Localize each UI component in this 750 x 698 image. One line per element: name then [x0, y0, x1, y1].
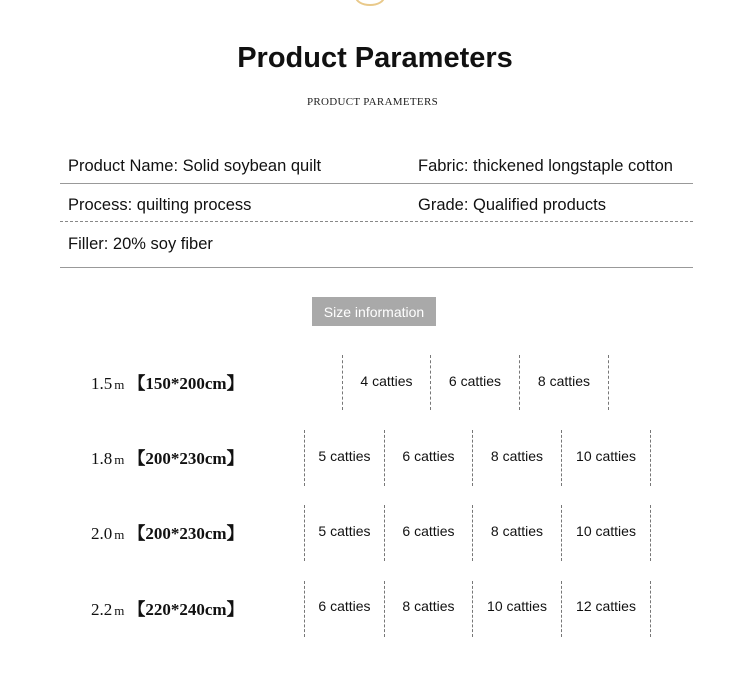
divider [60, 221, 693, 222]
size-value: 2.2 [91, 600, 113, 619]
param-grade: Grade: Qualified products [418, 196, 607, 214]
weight-cell: 6 catties [318, 598, 371, 614]
weight-cell: 6 catties [402, 523, 455, 539]
size-unit: m [114, 377, 125, 392]
size-dimensions: 【220*240cm】 [128, 600, 244, 619]
size-unit: m [114, 603, 125, 618]
size-value: 2.0 [91, 524, 113, 543]
weight-cell: 8 catties [490, 448, 544, 464]
weight-cell: 12 catties [576, 598, 636, 614]
cell-divider [650, 430, 651, 486]
page-subtitle: PRODUCT PARAMETERS [306, 96, 439, 108]
weight-cell: 8 catties [402, 598, 455, 614]
page-title: Product Parameters [237, 42, 513, 74]
size-unit: m [114, 527, 125, 542]
size-information-button[interactable]: Size information [312, 297, 436, 326]
cell-divider [608, 355, 609, 410]
divider [60, 267, 693, 268]
cell-divider [650, 581, 651, 637]
param-fabric: Fabric: thickened longstaple cotton [418, 157, 673, 175]
decorative-ring-icon [355, 0, 385, 6]
weight-cell: 10 catties [487, 598, 547, 614]
weight-cell: 6 catties [448, 373, 502, 389]
size-label [91, 444, 244, 469]
size-value: 1.8 [91, 449, 113, 468]
weight-cell: 10 catties [576, 448, 636, 464]
weight-cell: 8 catties [537, 373, 591, 389]
divider [60, 183, 693, 184]
weight-cell: 5 catties [318, 448, 371, 464]
weight-cell: 8 catties [490, 523, 544, 539]
size-label [91, 369, 244, 394]
cell-divider [650, 505, 651, 561]
param-product-name: Product Name: Solid soybean quilt [68, 157, 322, 175]
size-dimensions: 【150*200cm】 [128, 374, 244, 393]
weight-cell: 6 catties [402, 448, 455, 464]
size-dimensions: 【200*230cm】 [128, 449, 244, 468]
param-filler: Filler: 20% soy fiber [68, 235, 213, 253]
size-dimensions: 【200*230cm】 [128, 524, 244, 543]
param-process: Process: quilting process [68, 196, 252, 214]
weight-cell: 5 catties [318, 523, 371, 539]
weight-cell: 4 catties [360, 373, 413, 389]
weight-cell: 10 catties [576, 523, 636, 539]
size-unit: m [114, 452, 125, 467]
size-label [91, 595, 244, 620]
size-value: 1.5 [91, 374, 113, 393]
size-label [91, 519, 244, 544]
